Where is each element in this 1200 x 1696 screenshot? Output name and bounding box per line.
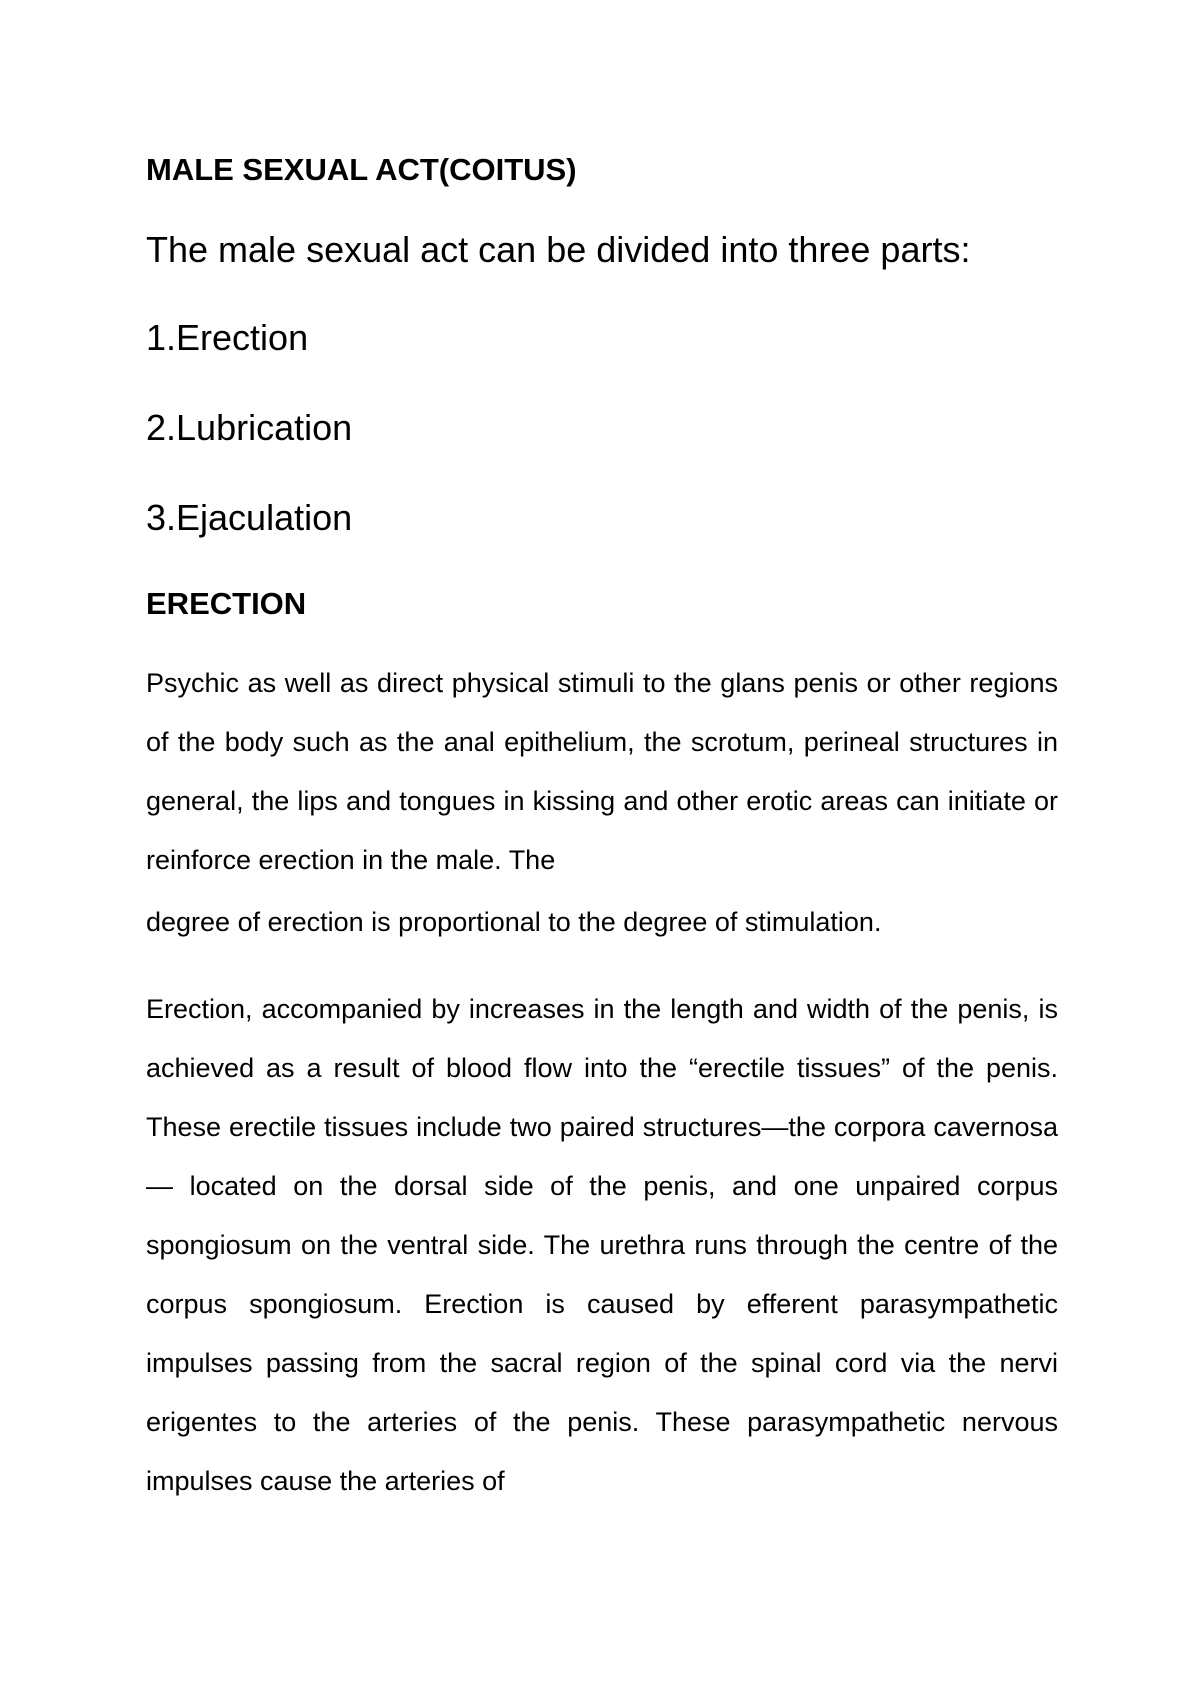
document-title: MALE SEXUAL ACT(COITUS) [146, 152, 577, 187]
list-item-ejaculation: 3.Ejaculation [146, 497, 353, 538]
document-body [146, 150, 1058, 1511]
list-item-erection: 1.Erection [146, 317, 309, 358]
paragraph-stimuli-tail: degree of erection is proportional to the degree of stimulation. [146, 907, 882, 937]
section-heading-erection: ERECTION [146, 586, 307, 621]
paragraph-stimuli: Psychic as well as direct physical stimuli to the glans penis or other regions of the body such as the anal epithelium, the scrotum, perineal structures in general, the lips and tongues in kissing and other erotic areas can initiate or reinforce erection in the male. The [146, 668, 1058, 875]
list-item-lubrication: 2.Lubrication [146, 407, 353, 448]
intro-text: The male sexual act can be divided into three parts: [146, 229, 971, 270]
paragraph-erection-mechanism: Erection, accompanied by increases in the length and width of the penis, is achieved as a result of blood flow into the “erectile tissues” of the penis. These erectile tissues include two paired structures—the corpora cavernosa— located on the dorsal side of the penis, and one unpaired corpus spongiosum on the ventral side. The urethra runs through the centre of the corpus spongiosum. Erection is caused by efferent parasympathetic impulses passing from the sacral region of the spinal cord via the nervi erigentes to the arteries of the penis. These parasympathetic nervous impulses cause the arteries of [146, 994, 1058, 1496]
